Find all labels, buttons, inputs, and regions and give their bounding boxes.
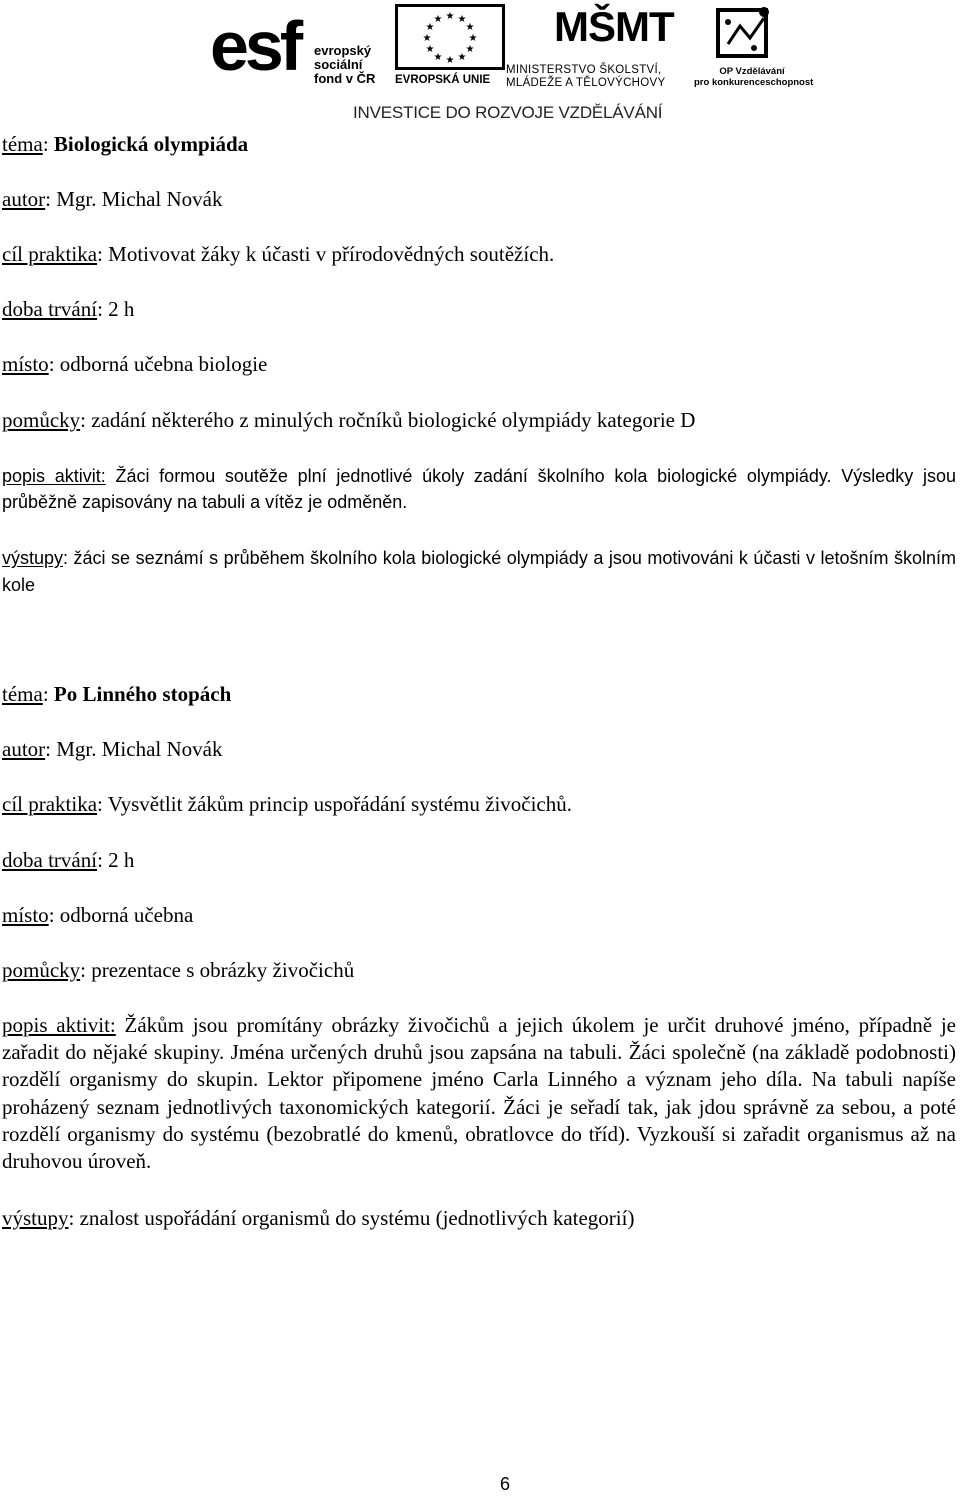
op-logo-icon [714,4,782,60]
block2-vystupy: výstupy: znalost uspořádání organismů do systému (jednotlivých kategorií) [2,1206,635,1230]
block1-tema: téma: Biologická olympiáda [2,132,249,156]
misto-value: odborná učebna [59,903,194,927]
msmt-logo-line2: MLÁDEŽE A TĚLOVÝCHOVY [506,77,666,89]
block2-misto: místo: odborná učebna [2,903,194,927]
msmt-logo-caption [506,64,665,90]
popis-label: popis aktivit: [2,466,106,486]
pomucky-label: pomůcky [2,958,81,982]
block2-cil: cíl praktika: Vysvětlit žákům princip uspořádání systému živočichů. [2,792,573,816]
esf-logo-line1: evropský [314,43,372,58]
pomucky-label: pomůcky [2,408,81,432]
misto-label: místo [2,352,49,376]
svg-text:★: ★ [425,22,435,33]
autor-value: Mgr. Michal Novák [56,737,223,761]
op-logo-line2: pro konkurenceschopnost [694,77,814,88]
eu-logo [395,4,507,89]
pomucky-value: zadání některého z minulých ročníků biologické olympiády kategorie D [91,408,696,432]
op-logo-caption [694,66,814,88]
autor-value: Mgr. Michal Novák [56,187,223,211]
block1-misto: místo: odborná učebna biologie [2,352,268,376]
misto-label: místo [2,903,49,927]
svg-text:★: ★ [422,33,432,44]
vystupy-value: znalost uspořádání organismů do systému (jednotlivých kategorií) [79,1206,635,1230]
block2-popis [2,1012,956,1175]
esf-logo-line2: sociální [314,57,363,72]
eu-logo-caption: EVROPSKÁ UNIE [395,74,491,86]
esf-logo-mark: esf [210,7,300,85]
op-logo-line1: OP Vzdělávání [719,66,785,77]
vystupy-label: výstupy [2,1206,69,1230]
block1-autor: autor: Mgr. Michal Novák [2,187,223,211]
tema-value: Biologická olympiáda [53,132,249,156]
page-number: 6 [500,1474,511,1494]
block1-doba: doba trvání: 2 h [2,297,135,321]
svg-text:★: ★ [465,44,475,55]
svg-text:★: ★ [433,52,443,63]
esf-logo-text [314,44,375,86]
tema-label: téma [2,682,43,706]
msmt-logo [506,4,691,89]
doba-label: doba trvání [2,848,98,872]
misto-value: odborná učebna biologie [59,352,268,376]
tema-value: Po Linného stopách [53,682,232,706]
cil-label: cíl praktika [2,242,98,266]
doba-label: doba trvání [2,297,98,321]
svg-text:★: ★ [425,44,435,55]
esf-logo [210,4,380,88]
block2-tema: téma: Po Linného stopách [2,682,232,706]
doba-value: 2 h [108,297,135,321]
svg-text:★: ★ [457,52,467,63]
svg-text:★: ★ [445,11,455,22]
svg-text:★: ★ [468,33,478,44]
eu-stars-icon [398,7,502,67]
svg-text:★: ★ [457,14,467,25]
autor-label: autor [2,187,46,211]
block1-cil: cíl praktika: Motivovat žáky k účasti v přírodovědných soutěžích. [2,242,555,266]
header-tagline: INVESTICE DO ROZVOJE VZDĚLÁVÁNÍ [353,103,663,122]
cil-value: Motivovat žáky k účasti v přírodovědných soutěžích. [108,242,555,266]
autor-label: autor [2,737,46,761]
popis-value: Žákům jsou promítány obrázky živočichů a jejich úkolem je určit druhové jméno, případně je zařadit do nějaké skupiny. Jména určených druhů jsou zapsána na tabuli. Žáci společně (na základě podobnosti) rozdělí organismy do skupin. Lektor připomene jméno Carla Linného a význam jeho díla. Na tabuli napíše proházený seznam jednotlivých taxonomických kategorií. Žáci je seřadí tak, jak jdou správně za sebou, a poté rozdělí organismy do systému (bezobratlé do kmenů, obratlovce do tříd). Vyzkouší si zařadit organismus až na druhovou úroveň. [2,1013,957,1174]
pomucky-value: prezentace s obrázky živočichů [91,958,355,982]
doba-value: 2 h [108,848,135,872]
block2-doba: doba trvání: 2 h [2,848,135,872]
tema-label: téma [2,132,43,156]
svg-text:★: ★ [433,14,443,25]
block2-pomucky: pomůcky: prezentace s obrázky živočichů [2,958,355,982]
msmt-logo-line1: MINISTERSTVO ŠKOLSTVÍ, [506,64,662,76]
block1-pomucky: pomůcky: zadání některého z minulých ročníků biologické olympiády kategorie D [2,408,696,432]
cil-label: cíl praktika [2,792,98,816]
block1-vystupy: výstupy: žáci se seznámí s průběhem školního kola biologické olympiády a jsou motivováni k účasti v letošním školním kole [2,548,956,595]
op-logo [694,0,814,92]
block1-popis [2,463,956,515]
popis-label: popis aktivit: [2,1013,116,1037]
svg-text:★: ★ [465,22,475,33]
cil-value: Vysvětlit žákům princip uspořádání systému živočichů. [107,792,573,816]
msmt-logo-mark: MŠMT [554,3,674,50]
vystupy-label: výstupy [2,548,64,568]
eu-flag-icon [395,4,505,70]
logo-header [210,0,814,125]
popis-value: Žáci formou soutěže plní jednotlivé úkoly zadání školního kola biologické olympiády. Výsledky jsou průběžně zapisovány na tabuli a vítěz je odměněn. [2,466,956,512]
esf-logo-line3: fond v ČR [314,71,376,86]
vystupy-value: žáci se seznámí s průběhem školního kola biologické olympiády a jsou motivováni k účasti v letošním školním kole [2,548,956,595]
svg-text:★: ★ [445,55,455,66]
block2-autor: autor: Mgr. Michal Novák [2,737,223,761]
